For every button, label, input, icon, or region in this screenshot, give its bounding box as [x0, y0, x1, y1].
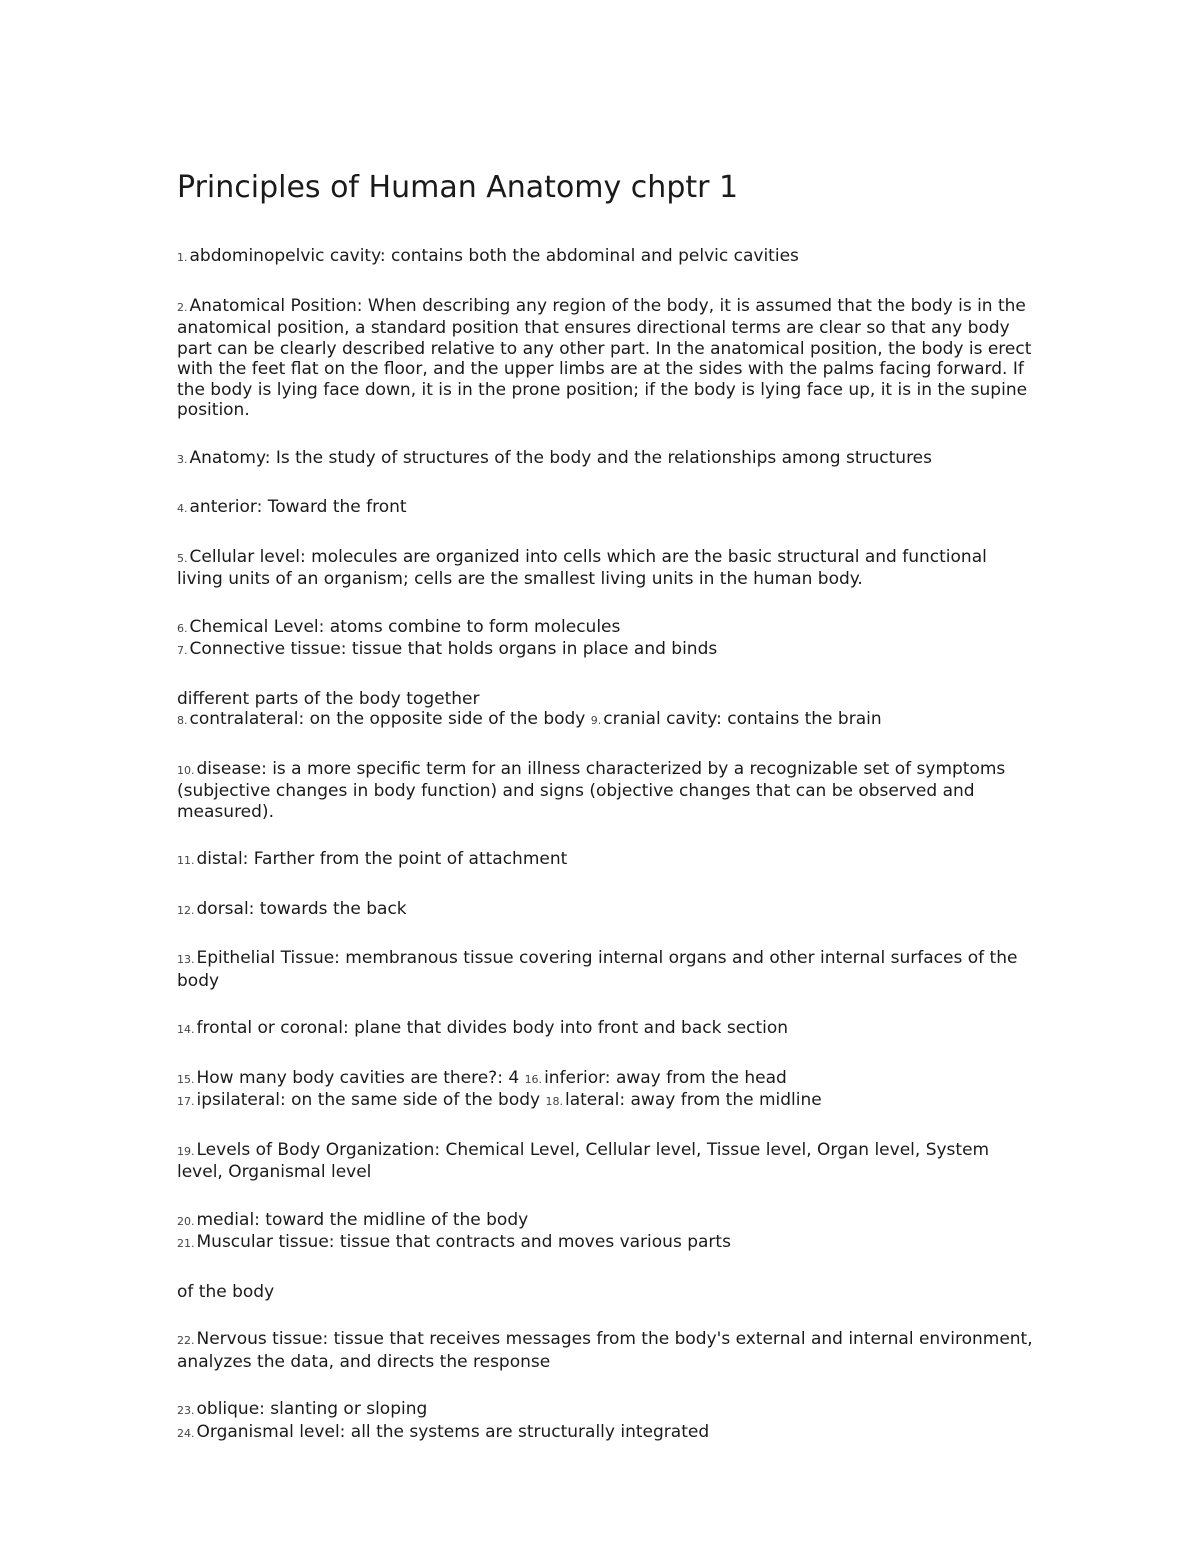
definition-text: inferior: away from the head — [544, 1067, 787, 1088]
definition-text: Connective tissue: tissue that holds organs in place and binds — [189, 639, 718, 659]
definition-text: Cellular level: molecules are organized into cells which are the basic structural and functional living units of an organism; cells are the smallest living units in the human body. — [177, 546, 987, 589]
definition-paragraph — [177, 849, 1037, 872]
item-number: 7. — [177, 644, 188, 657]
definition-text: How many body cavities are there?: 4 — [196, 1067, 525, 1088]
definition-text: Levels of Body Organization: Chemical Level, Cellular level, Tissue level, Organ level, System level, Organismal level — [177, 1139, 990, 1182]
document-page — [177, 168, 1037, 1444]
definition-text: oblique: slanting or sloping — [196, 1399, 428, 1419]
definition-text: Nervous tissue: tissue that receives messages from the body's external and internal environment, analyzes the data, and directs the response — [177, 1329, 1033, 1372]
definition-paragraph — [177, 246, 1037, 269]
item-number: 6. — [177, 621, 188, 635]
definition-text: of the body — [177, 1281, 275, 1302]
item-number: 13. — [177, 953, 195, 966]
definition-text: abdominopelvic cavity: contains both the abdominal and pelvic cavities — [189, 246, 799, 266]
item-number: 1. — [177, 251, 188, 264]
definition-text: disease: is a more specific term for an illness characterized by a recognizable set of symptoms (subjective changes in body function) and signs (objective changes that can be observed and measured). — [177, 758, 1006, 822]
definition-paragraph — [177, 709, 1037, 732]
definition-paragraph — [177, 689, 1037, 710]
definition-text: cranial cavity: contains the brain — [603, 709, 882, 729]
item-number: 4. — [177, 502, 188, 515]
item-number: 16. — [524, 1072, 543, 1086]
definition-paragraph — [177, 296, 1037, 421]
item-number: 10. — [177, 763, 195, 777]
definition-paragraph — [177, 948, 1037, 991]
item-number: 11. — [177, 854, 195, 867]
definition-paragraph — [177, 759, 1037, 823]
definition-paragraph — [177, 1232, 1037, 1255]
definition-paragraph — [177, 1422, 1037, 1445]
definition-text: medial: toward the midline of the body — [196, 1209, 529, 1230]
item-number: 23. — [177, 1404, 195, 1417]
item-number: 14. — [177, 1023, 195, 1036]
definition-list — [177, 246, 1037, 1444]
definition-paragraph — [177, 1399, 1037, 1422]
definition-paragraph — [177, 1068, 1037, 1091]
item-number: 15. — [177, 1072, 195, 1086]
definition-text: contralateral: on the opposite side of the body — [189, 709, 591, 729]
definition-paragraph — [177, 547, 1037, 590]
definition-text: anterior: Toward the front — [189, 497, 407, 517]
definition-text: dorsal: towards the back — [196, 898, 407, 919]
item-number: 8. — [177, 714, 188, 727]
definition-text: Chemical Level: atoms combine to form molecules — [189, 616, 621, 637]
item-number: 9. — [590, 714, 602, 727]
item-number: 20. — [177, 1214, 195, 1228]
definition-paragraph — [177, 639, 1037, 662]
definition-text: Organismal level: all the systems are structurally integrated — [196, 1421, 710, 1442]
definition-paragraph — [177, 448, 1037, 471]
definition-paragraph — [177, 1282, 1037, 1303]
page-title: Principles of Human Anatomy chptr 1 — [177, 170, 739, 205]
item-number: 2. — [177, 300, 188, 314]
definition-paragraph — [177, 617, 1037, 640]
definition-paragraph — [177, 899, 1037, 922]
definition-paragraph — [177, 1018, 1037, 1041]
definition-paragraph — [177, 497, 1037, 520]
item-number: 18. — [545, 1095, 563, 1108]
definition-text: Muscular tissue: tissue that contracts and moves various parts — [196, 1232, 731, 1252]
definition-paragraph — [177, 1140, 1037, 1183]
definition-text: different parts of the body together — [177, 688, 480, 709]
item-number: 17. — [177, 1095, 195, 1108]
definition-text: frontal or coronal: plane that divides body into front and back section — [196, 1018, 789, 1038]
definition-text: Anatomical Position: When describing any region of the body, it is assumed that the body is in the anatomical position, a standard position that ensures directional terms are clear so that any body part can be clearly described relative to any other part. In the anatomical position, the body is erect with the feet flat on the floor, and the upper limbs are at the sides with the palms facing forward. If the body is lying face down, it is in the prone position; if the body is lying face up, it is in the supine position. — [177, 295, 1032, 420]
definition-paragraph — [177, 1329, 1037, 1372]
definition-text: Epithelial Tissue: membranous tissue covering internal organs and other internal surfaces of the body — [177, 948, 1018, 991]
item-number: 21. — [177, 1237, 195, 1250]
definition-text: lateral: away from the midline — [564, 1090, 822, 1110]
item-number: 3. — [177, 452, 188, 466]
definition-text: ipsilateral: on the same side of the body — [196, 1090, 546, 1110]
definition-text: Anatomy: Is the study of structures of the body and the relationships among structures — [189, 447, 932, 468]
definition-paragraph — [177, 1210, 1037, 1233]
item-number: 24. — [177, 1426, 195, 1440]
item-number: 5. — [177, 551, 188, 565]
definition-text: distal: Farther from the point of attachment — [196, 849, 568, 869]
item-number: 22. — [177, 1334, 195, 1347]
definition-paragraph — [177, 1090, 1037, 1113]
item-number: 19. — [177, 1144, 195, 1158]
item-number: 12. — [177, 903, 195, 917]
